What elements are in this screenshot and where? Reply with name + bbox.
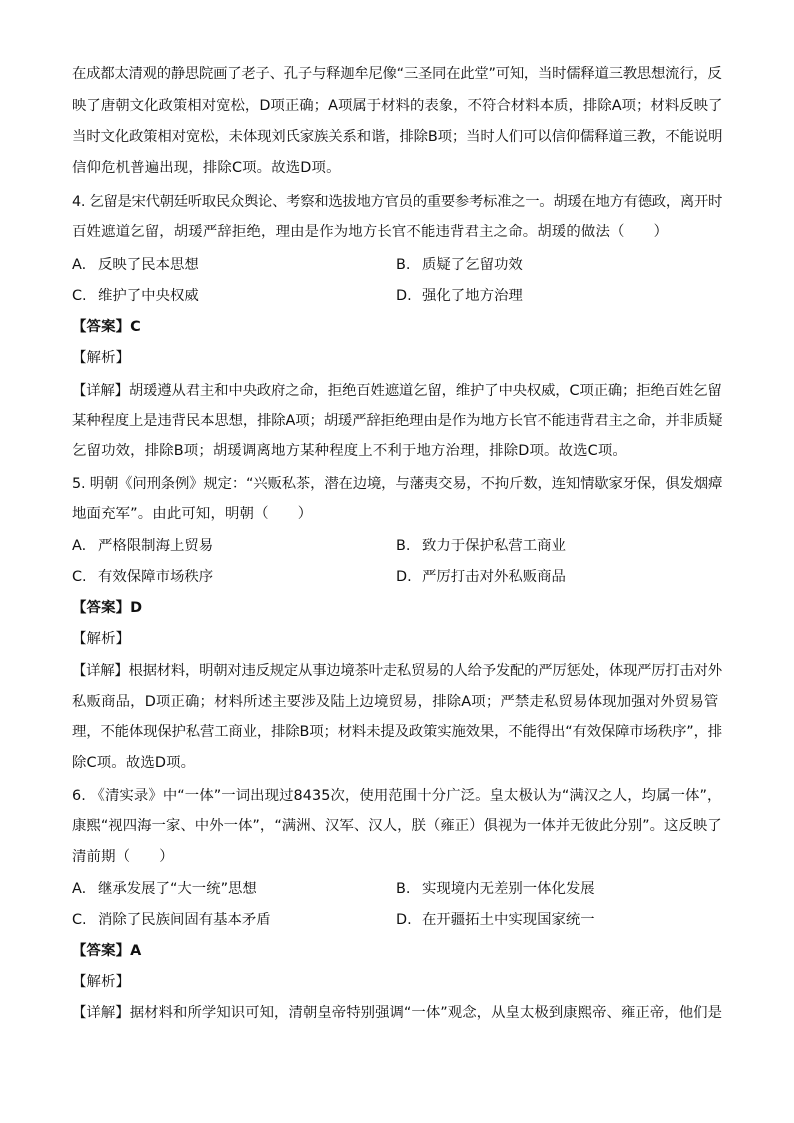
q6-answer: 【答案】A [72, 943, 142, 959]
q3-analysis-line: 映了唐朝文化政策相对宽松，D项正确；A项属于材料的表象，不符合材料本质，排除A项；材料反映了 [72, 98, 723, 114]
q4-option-c: C. 维护了中央权威 [72, 288, 199, 304]
q4-option-a: A. 反映了民本思想 [72, 257, 199, 273]
q6-option-a: A. 继承发展了“大一统”思想 [72, 881, 257, 897]
q5-stem-line: 地面充军”。由此可知，明朝（ ） [72, 506, 313, 522]
q5-option-b: B. 致力于保护私营工商业 [396, 538, 566, 554]
q6-stem-line: 6. 《清实录》中“一体”一词出现过8435次，使用范围十分广泛。皇太极认为“满汉之人，均属一体”， [72, 788, 722, 804]
q5-detail-line: 【详解】根据材料，明朝对违反规定从事边境茶叶走私贸易的人给予发配的严厉惩处，体现严厉打击对外 [72, 663, 722, 679]
q6-option-d: D. 在开疆拓土中实现国家统一 [396, 912, 595, 928]
q3-analysis-line: 在成都太清观的静思院画了老子、孔子与释迦牟尼像“三圣同在此堂”可知，当时儒释道三教思想流行，反 [72, 66, 722, 82]
q6-stem-line: 康熙“视四海一家、中外一体”，“满洲、汉军、汉人，朕（雍正）俱视为一体并无彼此分别”。这反映了 [72, 818, 722, 834]
q4-analysis-label: 【解析】 [72, 350, 131, 366]
q5-option-c: C. 有效保障市场秩序 [72, 569, 214, 585]
q5-analysis-label: 【解析】 [72, 631, 131, 647]
q3-analysis-line: 当时文化政策相对宽松，未体现刘氏家族关系和谐，排除B项；当时人们可以信仰儒释道三教，不能说明 [72, 129, 723, 145]
q6-detail-line: 【详解】据材料和所学知识可知，清朝皇帝特别强调“一体”观念，从皇太极到康熙帝、雍正帝，他们是 [72, 1005, 723, 1021]
q6-analysis-label: 【解析】 [72, 974, 131, 990]
q5-option-a: A. 严格限制海上贸易 [72, 538, 214, 554]
q6-option-c: C. 消除了民族间固有基本矛盾 [72, 912, 271, 928]
q4-detail-line: 乞留功效，排除B项；胡瑗调离地方某种程度上不利于地方治理，排除D项。故选C项。 [72, 443, 627, 459]
q3-analysis-line: 信仰危机普遍出现，排除C项。故选D项。 [72, 160, 341, 176]
q6-option-b: B. 实现境内无差别一体化发展 [396, 881, 595, 897]
q4-option-d: D. 强化了地方治理 [396, 288, 523, 304]
q4-detail-line: 【详解】胡瑗遵从君主和中央政府之命，拒绝百姓遮道乞留，维护了中央权威，C项正确；拒绝百姓乞留 [72, 383, 722, 399]
q4-detail-line: 某种程度上是违背民本思想，排除A项；胡瑗严辞拒绝理由是作为地方长官不能违背君主之命，并非质疑 [72, 413, 723, 429]
q4-option-b: B. 质疑了乞留功效 [396, 257, 523, 273]
q5-detail-line: 私贩商品，D项正确；材料所述主要涉及陆上边境贸易，排除A项；严禁走私贸易体现加强对外贸易管 [72, 694, 719, 710]
q5-detail-line: 理，不能体现保护私营工商业，排除B项；材料未提及政策实施效果，不能得出“有效保障市场秩序”，排 [72, 724, 723, 740]
q4-stem-line: 4. 乞留是宋代朝廷听取民众舆论、考察和选拔地方官员的重要参考标准之一。胡瑗在地方有德政，离开时 [72, 194, 723, 210]
q5-stem-line: 5. 明朝《问刑条例》规定：“兴贩私茶，潜在边境，与藩夷交易，不拘斤数，连知情歇家牙保，俱发烟瘴 [72, 476, 723, 492]
q4-answer: 【答案】C [72, 319, 141, 335]
q6-stem-line: 清前期（ ） [72, 849, 174, 865]
q5-answer: 【答案】D [72, 600, 143, 616]
q5-option-d: D. 严厉打击对外私贩商品 [396, 569, 566, 585]
q4-stem-line: 百姓遮道乞留，胡瑗严辞拒绝，理由是作为地方长官不能违背君主之命。胡瑗的做法（ ） [72, 224, 669, 240]
q5-detail-line: 除C项。故选D项。 [72, 755, 196, 771]
